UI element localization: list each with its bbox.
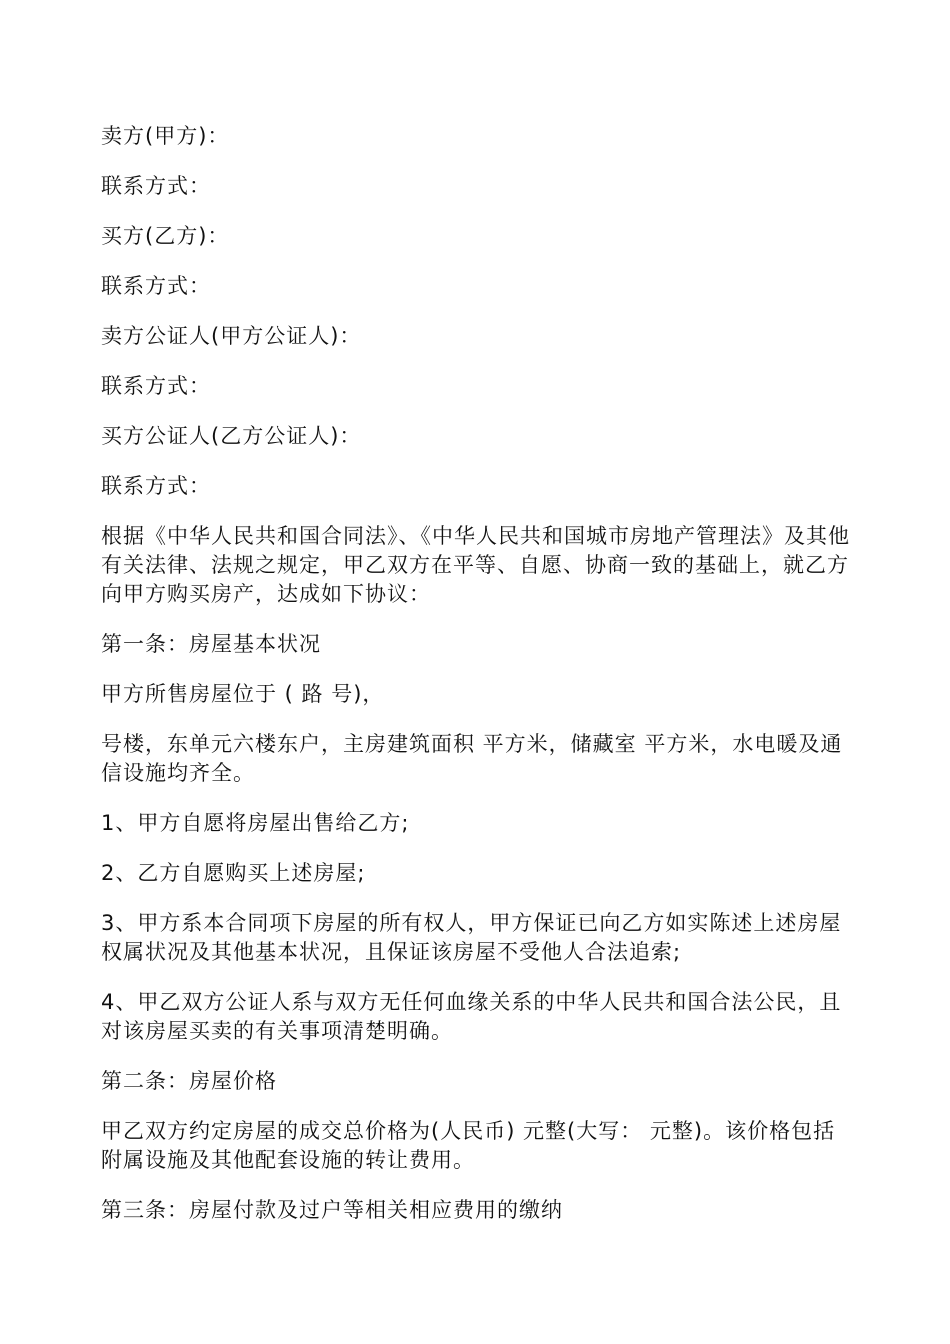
article-three-heading: 第三条：房屋付款及过户等相关相应费用的缴纳 [101, 1198, 563, 1222]
buyer-label: 买方(乙方)： [101, 224, 230, 248]
property-details-paragraph: 号楼，东单元六楼东户，主房建筑面积 平方米，储藏室 平方米，水电暖及通信设施均齐全。 [101, 732, 843, 785]
clause-2: 2、乙方自愿购买上述房屋; [101, 861, 366, 885]
seller-notary-label: 卖方公证人(甲方公证人)： [101, 324, 362, 348]
buyer-contact-label: 联系方式： [101, 274, 211, 298]
clause-4: 4、甲乙双方公证人系与双方无任何血缘关系的中华人民共和国合法公民，且对该房屋买卖的有关事项清楚明确。 [101, 990, 842, 1043]
property-location-paragraph: 甲方所售房屋位于 ( 路 号)， [101, 682, 385, 706]
seller-contact-label: 联系方式： [101, 174, 211, 198]
preamble-paragraph: 根据《中华人民共和国合同法》、《中华人民共和国城市房地产管理法》及其他有关法律、法规之规定，甲乙双方在平等、自愿、协商一致的基础上，就乙方向甲方购买房产，达成如下协议： [101, 524, 850, 606]
buyer-notary-label: 买方公证人(乙方公证人)： [101, 424, 362, 448]
article-two-heading: 第二条：房屋价格 [101, 1069, 277, 1093]
seller-label: 卖方(甲方)： [101, 124, 230, 148]
article-one-heading: 第一条：房屋基本状况 [101, 632, 321, 656]
price-paragraph: 甲乙双方约定房屋的成交总价格为(人民币) 元整(大写： 元整)。该价格包括附属设施及其他配套设施的转让费用。 [101, 1119, 836, 1172]
contract-body [101, 122, 851, 1246]
buyer-notary-contact-label: 联系方式： [101, 474, 211, 498]
clause-3: 3、甲方系本合同项下房屋的所有权人，甲方保证已向乙方如实陈述上述房屋权属状况及其他基本状况，且保证该房屋不受他人合法追索; [101, 911, 842, 964]
seller-notary-contact-label: 联系方式： [101, 374, 211, 398]
clause-1: 1、甲方自愿将房屋出售给乙方; [101, 811, 410, 835]
